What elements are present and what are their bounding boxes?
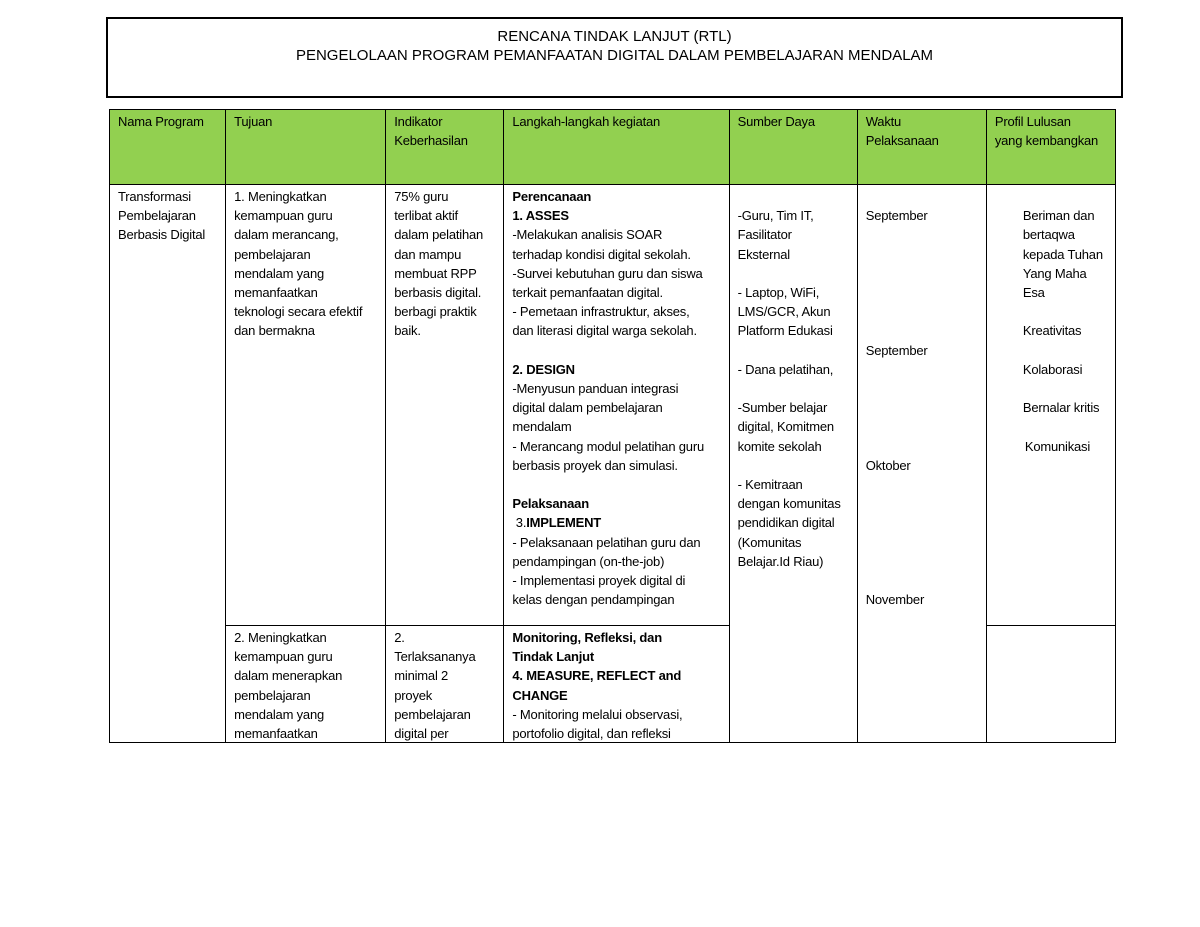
header-tujuan: Tujuan [226, 110, 386, 185]
header-sumber-daya: Sumber Daya [729, 110, 857, 185]
step-measure: 4. MEASURE, REFLECT and [512, 668, 682, 684]
table-header-row [110, 110, 1116, 185]
cell-tujuan-2: 2. Meningkatkan kemampuan guru dalam menerapkan pembelajaran mendalam yang memanfaatkan [226, 626, 386, 743]
cell-waktu: September September Oktober November [857, 185, 986, 743]
section-monitoring: Monitoring, Refleksi, dan [512, 630, 662, 645]
cell-sumber-daya: -Guru, Tim IT, Fasilitator Eksternal - Laptop, WiFi, LMS/GCR, Akun Platform Edukasi - Dana pelatihan, -Sumber belajar digital, Komitmen komite sekolah - Kemitraan dengan komunitas pendidikan digital (Komunitas Belajar.Id Riau) [729, 185, 857, 743]
document-title: RENCANA TINDAK LANJUT (RTL) [497, 28, 732, 45]
cell-nama-program: Transformasi Pembelajaran Berbasis Digital [110, 185, 226, 743]
cell-tujuan-1: 1. Meningkatkan kemampuan guru dalam merancang, pembelajaran mendalam yang memanfaatkan teknologi secara efektif dan bermakna [226, 185, 386, 626]
header-waktu: Waktu Pelaksanaan [857, 110, 986, 185]
header-indikator: Indikator Keberhasilan [386, 110, 504, 185]
cell-indikator-1: 75% guru terlibat aktif dalam pelatihan dan mampu membuat RPP berbasis digital. berbagi praktik baik. [386, 185, 504, 626]
document-subtitle: PENGELOLAAN PROGRAM PEMANFAATAN DIGITAL DALAM PEMBELAJARAN MENDALAM [295, 47, 934, 64]
cell-langkah-1: Perencanaan 1. ASSES -Melakukan analisis SOAR terhadap kondisi digital sekolah. -Survei kebutuhan guru dan siswa terkait pemanfaatan digital. - Pemetaan infrastruktur, akses, dan literasi digital warga sekolah. 2. DESIGN -Menyusun panduan integrasi digital dalam pembelajaran mendalam - Merancang modul pelatihan guru berbasis proyek dan simulasi. Pelaksanaan 3.IMPLEMENT - Pelaksanaan pelatihan guru dan pendampingan (on-the-job) - Implementasi proyek digital di kelas dengan pendampingan [504, 185, 729, 626]
document-title-box [106, 17, 1123, 98]
header-langkah: Langkah-langkah kegiatan [504, 110, 729, 185]
cell-profil-1: Beriman dan bertaqwa kepada Tuhan Yang Maha Esa Kreativitas Kolaborasi Bernalar kritis Komunikasi [986, 185, 1115, 626]
step-design: 2. DESIGN [512, 361, 575, 377]
section-pelaksanaan: Pelaksanaan [512, 496, 589, 512]
cell-profil-2 [986, 626, 1115, 743]
step-implement: 3.IMPLEMENT [515, 515, 602, 531]
step-asses: 1. ASSES [512, 208, 569, 224]
cell-indikator-2: 2. Terlaksananya minimal 2 proyek pembelajaran digital per [386, 626, 504, 743]
header-profil: Profil Lulusan yang kembangkan [986, 110, 1115, 185]
rtl-table [109, 109, 1116, 743]
header-nama-program: Nama Program [110, 110, 226, 185]
section-perencanaan: Perencanaan [512, 189, 592, 204]
table-row [110, 185, 1116, 626]
cell-langkah-2: Monitoring, Refleksi, dan Tindak Lanjut 4. MEASURE, REFLECT and CHANGE - Monitoring melalui observasi, portofolio digital, dan refleksi [504, 626, 729, 743]
